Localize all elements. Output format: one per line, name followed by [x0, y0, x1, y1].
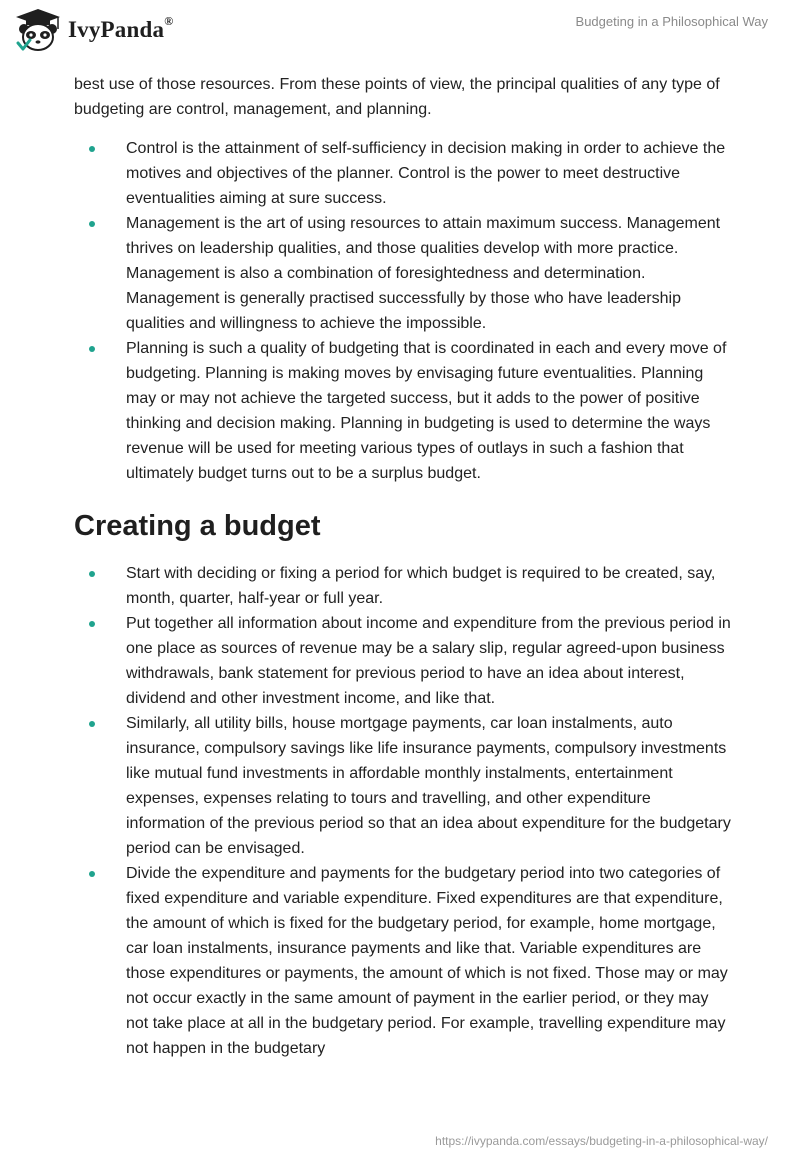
document-title: Budgeting in a Philosophical Way [575, 14, 768, 29]
list-item-text: Divide the expenditure and payments for the budgetary period into two categories of fixed expenditure and variable expenditure. Fixed expenditures are that expenditure, the amount of which is fixed for the budgetary period, for example, home mortgage, car loan instalments, insurance payments and like that. Variable expenditures are those expenditures or payments, the amount of which is not fixed. Those may or may not occur exactly in the same amount of payment in the earlier period, or they may not take place at all in the budgetary period. For example, travelling expenditure may not happen in the budgetary [126, 865, 728, 1057]
bullet-icon [89, 346, 95, 352]
list-item [74, 336, 734, 486]
section-heading: Creating a budget [74, 510, 321, 542]
bullet-icon [89, 871, 95, 877]
list-item-text: Start with deciding or fixing a period for which budget is required to be created, say, month, quarter, half-year or full year. [126, 565, 716, 607]
bullet-icon [89, 221, 95, 227]
list-item-text: Management is the art of using resources to attain maximum success. Management thrives on leadership qualities, and those qualities develop with more practice. Management is also a combination of foresightedness and determination. Management is generally practised successfully by those who have leadership qualities and willingness to achieve the impossible. [126, 215, 721, 332]
intro-paragraph: best use of those resources. From these points of view, the principal qualities of any type of budgeting are control, management, and planning. [74, 76, 720, 118]
source-url-link[interactable]: https://ivypanda.com/essays/budgeting-in-a-philosophical-way/ [435, 1134, 768, 1148]
panda-graduate-icon [14, 7, 62, 53]
bullet-icon [89, 571, 95, 577]
list-item [74, 611, 734, 711]
bullet-icon [89, 621, 95, 627]
list-item [74, 561, 734, 611]
list-item-text: Control is the attainment of self-sufficiency in decision making in order to achieve the motives and objectives of the planner. Control is the power to meet destructive eventualities aiming at sure success. [126, 140, 726, 207]
list-item [74, 136, 734, 211]
bullet-icon [89, 146, 95, 152]
brand-name: IvyPanda® [68, 14, 174, 42]
steps-list [74, 561, 734, 1061]
list-item [74, 861, 734, 1061]
page-header [0, 0, 800, 72]
essay-content [74, 72, 734, 1061]
registered-mark: ® [164, 14, 174, 29]
brand-logo[interactable] [14, 6, 173, 54]
list-item [74, 711, 734, 861]
bullet-icon [89, 721, 95, 727]
qualities-list [74, 136, 734, 486]
list-item-text: Similarly, all utility bills, house mortgage payments, car loan instalments, auto insurance, compulsory savings like life insurance payments, compulsory investments like mutual fund investments in affordable monthly instalments, entertainment expenses, expenses relating to tours and travelling, and other expenditure information of the previous period so that an idea about expenditure for the budgetary period can be envisaged. [126, 715, 731, 857]
list-item [74, 211, 734, 336]
list-item-text: Planning is such a quality of budgeting that is coordinated in each and every move of budgeting. Planning is making moves by envisaging future eventualities. Planning may or may not achieve the targeted success, but it adds to the power of positive thinking and decision making. Planning in budgeting is used to determine the ways revenue will be used for meeting various types of outlays in such a fashion that ultimately budget turns out to be a surplus budget. [126, 340, 727, 482]
list-item-text: Put together all information about income and expenditure from the previous period in one place as sources of revenue may be a salary slip, regular agreed-upon business withdrawals, bank statement for previous period to have an idea about interest, dividend and other investment income, and like that. [126, 615, 731, 707]
